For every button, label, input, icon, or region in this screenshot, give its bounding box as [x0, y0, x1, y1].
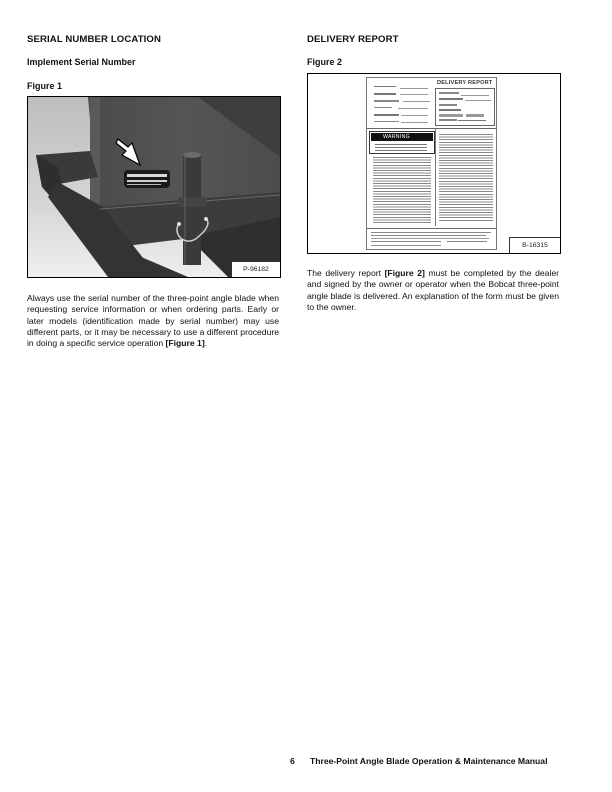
delivery-report-form [366, 77, 497, 250]
delivery-report-form-title: DELIVERY REPORT [437, 80, 493, 86]
figure-1-reference: [Figure 1] [165, 338, 205, 349]
figure-1-caption: Figure 1 [27, 81, 63, 91]
subsection-title-implement-serial-number: Implement Serial Number [27, 57, 136, 67]
warning-banner: WARNING [371, 133, 433, 141]
page-number: 6 [290, 756, 295, 766]
figure-2-caption: Figure 2 [307, 57, 343, 67]
figure-2-form-illustration [307, 73, 561, 254]
paragraph-end: . [204, 338, 208, 349]
section-title-delivery-report: DELIVERY REPORT [307, 34, 399, 45]
delivery-report-paragraph-text: must be completed by the dealer and signed by the owner or operator when the Bobcat three-point angle blade is delivered. An explanation of the form must be given to the owner. [307, 268, 559, 312]
serial-number-paragraph-text: Always use the serial number of the three-point angle blade when requesting service information or when ordering parts. Early or later models (identification made by serial number) may use different parts, or it may be necessary to use a different procedure in doing a specific service operation [27, 293, 279, 349]
section-title-serial-number-location: SERIAL NUMBER LOCATION [27, 34, 162, 45]
manual-title: Three-Point Angle Blade Operation & Maintenance Manual [310, 756, 548, 766]
serial-number-photo-illustration [28, 97, 280, 277]
figure-2-label: B-16315 [509, 237, 560, 253]
serial-number-paragraph [27, 293, 279, 349]
figure-1-label: P-96182 [231, 261, 280, 277]
delivery-report-paragraph [307, 268, 559, 313]
delivery-report-paragraph-start: The delivery report [307, 268, 385, 278]
figure-2-reference: [Figure 2] [384, 268, 425, 278]
figure-1-photo [27, 96, 281, 278]
